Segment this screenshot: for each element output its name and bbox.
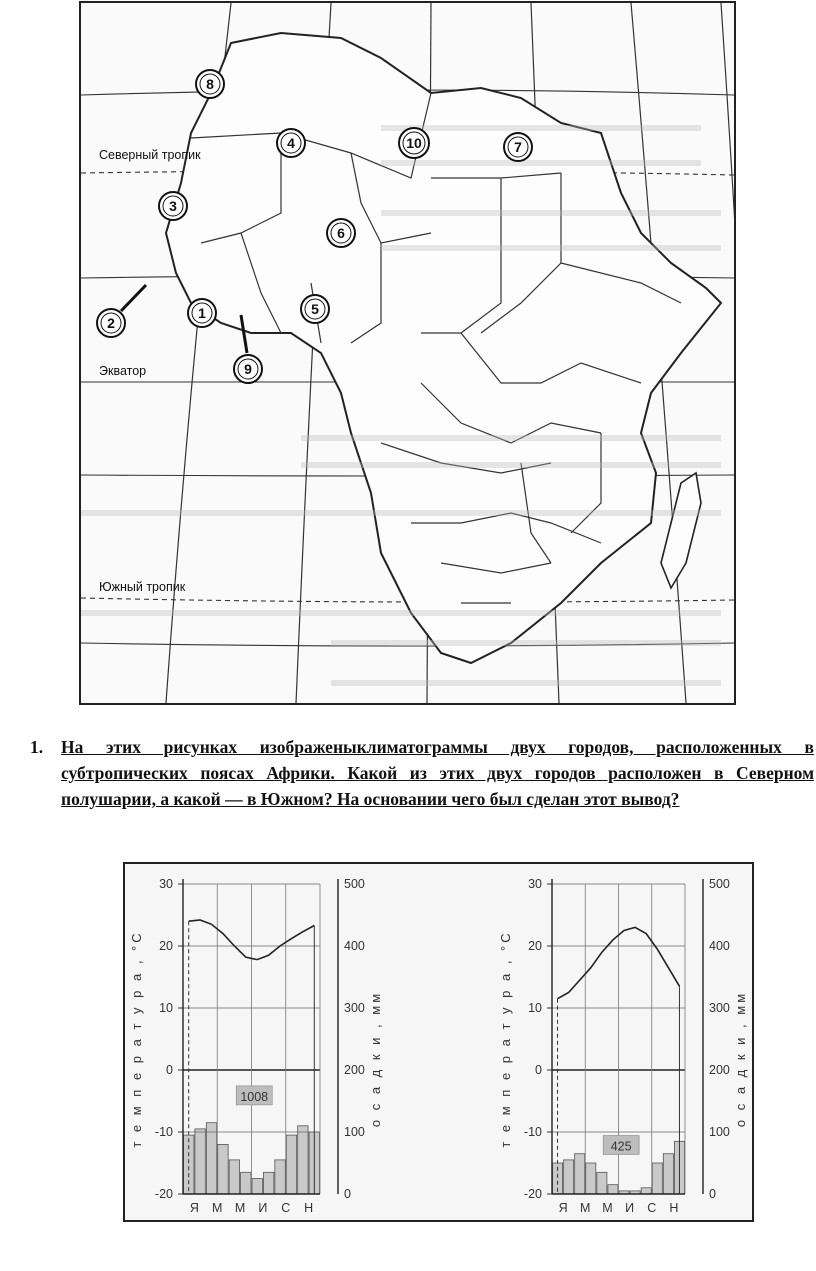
equator-label: Экватор <box>99 364 147 378</box>
month-label: С <box>647 1201 657 1215</box>
precip-bar <box>195 1129 205 1194</box>
precip-bar <box>263 1172 273 1194</box>
temp-tick-label: 0 <box>166 1063 173 1077</box>
svg-text:8: 8 <box>206 76 214 92</box>
month-label: М <box>580 1201 591 1215</box>
marker-2 <box>97 309 125 337</box>
precip-tick-label: 100 <box>344 1125 365 1139</box>
marker-8 <box>196 70 224 98</box>
precip-axis-title: о с а д к и , мм <box>733 990 748 1128</box>
precip-axis-title: о с а д к и , мм <box>368 990 383 1128</box>
precip-bar <box>252 1179 262 1195</box>
precip-bar <box>206 1123 216 1194</box>
temp-tick-label: 30 <box>528 877 542 891</box>
climatogram-2 <box>498 877 748 1215</box>
marker-3 <box>159 192 187 220</box>
temp-axis-title: т е м п е р а т у р а , °С <box>498 930 513 1148</box>
precip-tick-label: 300 <box>709 1001 730 1015</box>
marker-1 <box>188 299 216 327</box>
temp-tick-label: -10 <box>154 1125 173 1139</box>
marker-10 <box>399 128 429 158</box>
marker-9 <box>234 355 262 383</box>
svg-text:10: 10 <box>406 135 422 151</box>
svg-text:3: 3 <box>169 198 177 214</box>
precip-bar <box>298 1126 308 1194</box>
precip-bar <box>229 1160 239 1194</box>
annual-total-label: 1008 <box>240 1089 269 1104</box>
marker-6 <box>327 219 355 247</box>
precip-bar <box>608 1185 618 1194</box>
precip-bar <box>241 1172 251 1194</box>
month-label: И <box>258 1201 268 1215</box>
precip-tick-label: 0 <box>709 1187 716 1201</box>
svg-text:6: 6 <box>337 225 345 241</box>
question-number: 1. <box>30 737 44 757</box>
precip-bar <box>275 1160 285 1194</box>
precip-bar <box>641 1188 651 1194</box>
temp-tick-label: 20 <box>159 939 173 953</box>
precip-bar <box>184 1135 194 1194</box>
temp-tick-label: 30 <box>159 877 173 891</box>
precip-bar <box>652 1163 662 1194</box>
africa-map-drawing <box>81 3 734 703</box>
precip-bar <box>575 1154 585 1194</box>
annual-total-label: 425 <box>610 1139 632 1154</box>
precip-bar <box>218 1144 228 1194</box>
month-label: М <box>234 1201 246 1215</box>
precip-tick-label: 200 <box>709 1063 730 1077</box>
temp-tick-label: -20 <box>523 1187 542 1201</box>
month-label: Я <box>558 1201 568 1215</box>
precip-tick-label: 500 <box>709 877 730 891</box>
precip-tick-label: 500 <box>344 877 365 891</box>
precip-bar <box>597 1172 607 1194</box>
question-text: На этих рисунках изображеныклиматограммы двух городов, расположенных в субтропических поясах Африки. Какой из этих двух городов расположен в Северном полушарии, а какой — в Южном? На основании чего был сделан этот вывод? <box>61 737 814 809</box>
precip-tick-label: 200 <box>344 1063 365 1077</box>
month-label: И <box>625 1201 635 1215</box>
africa-map <box>79 1 736 705</box>
precip-tick-label: 400 <box>344 939 365 953</box>
month-label: М <box>602 1201 613 1215</box>
temp-tick-label: -10 <box>523 1125 542 1139</box>
month-label: Н <box>669 1201 679 1215</box>
south-tropic-label: Южный тропик <box>99 580 186 594</box>
temp-axis-title: т е м п е р а т у р а , °С <box>129 930 144 1148</box>
marker-5 <box>301 295 329 323</box>
madagascar-outline <box>661 473 701 588</box>
temp-tick-label: 0 <box>535 1063 542 1077</box>
month-label: Н <box>304 1201 314 1215</box>
svg-text:5: 5 <box>311 301 319 317</box>
climatogram-1 <box>129 877 383 1215</box>
svg-text:7: 7 <box>514 139 522 155</box>
svg-text:1: 1 <box>198 305 206 321</box>
precip-tick-label: 100 <box>709 1125 730 1139</box>
svg-text:9: 9 <box>244 361 252 377</box>
marker-7 <box>504 133 532 161</box>
temp-tick-label: 20 <box>528 939 542 953</box>
month-label: М <box>212 1201 223 1215</box>
climatograms-frame <box>123 862 754 1222</box>
precip-tick-label: 400 <box>709 939 730 953</box>
climatograms <box>125 864 752 1220</box>
marker-2-pointer <box>121 285 146 311</box>
precip-bar <box>586 1163 596 1194</box>
precip-tick-label: 300 <box>344 1001 365 1015</box>
temp-tick-label: -20 <box>154 1187 173 1201</box>
precip-tick-label: 0 <box>344 1187 351 1201</box>
temp-tick-label: 10 <box>159 1001 173 1015</box>
svg-text:2: 2 <box>107 315 115 331</box>
precip-bar <box>564 1160 574 1194</box>
month-label: С <box>281 1201 291 1215</box>
svg-text:4: 4 <box>287 135 295 151</box>
precip-bar <box>286 1135 296 1194</box>
month-label: Я <box>189 1201 199 1215</box>
temp-tick-label: 10 <box>528 1001 542 1015</box>
marker-4 <box>277 129 305 157</box>
precip-bar <box>663 1154 673 1194</box>
north-tropic-label: Северный тропик <box>99 148 201 162</box>
